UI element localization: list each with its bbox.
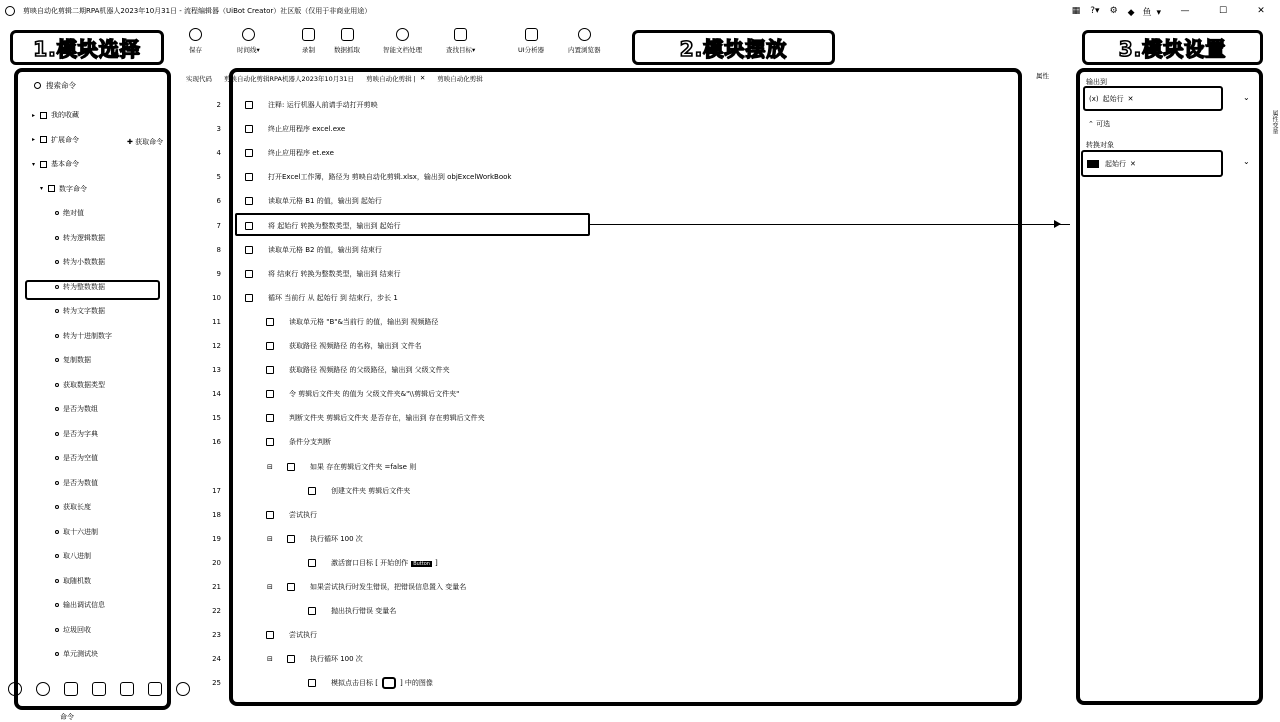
command-icon bbox=[287, 583, 295, 591]
user-menu[interactable]: ◆ 鱼 ▾ bbox=[1128, 5, 1161, 18]
tab-main-flow[interactable]: 剪映自动化剪辑RPA机器人2023年10月31日 bbox=[224, 74, 355, 83]
code-line[interactable] bbox=[200, 460, 1020, 474]
command-icon bbox=[245, 222, 253, 230]
search-input[interactable]: 搜索命令 bbox=[46, 81, 76, 90]
command-label: 转为整数数据 bbox=[63, 282, 105, 291]
command-icon bbox=[55, 236, 59, 240]
line-number: 12 bbox=[212, 342, 221, 350]
command-icon bbox=[266, 511, 274, 519]
back-icon[interactable] bbox=[8, 682, 22, 696]
clear-icon[interactable]: ✕ bbox=[1127, 94, 1134, 103]
title-bar bbox=[0, 0, 1280, 22]
code-text-main: 获取路径 视频路径 的父级路径，输出到 父级文件夹 bbox=[289, 366, 450, 375]
command-icon bbox=[55, 481, 59, 485]
code-text bbox=[310, 582, 466, 592]
command-icon bbox=[55, 383, 59, 387]
command-label: 复制数据 bbox=[63, 356, 91, 364]
command-tree-item[interactable] bbox=[55, 551, 91, 561]
code-line[interactable] bbox=[200, 435, 1020, 449]
line-number: 19 bbox=[212, 534, 221, 543]
help-icon[interactable]: ?▾ bbox=[1090, 6, 1100, 16]
code-text bbox=[268, 172, 511, 182]
command-icon bbox=[287, 535, 295, 543]
minimize-button[interactable]: — bbox=[1180, 6, 1190, 16]
code-text bbox=[289, 510, 317, 520]
bottom-toolbar bbox=[8, 682, 204, 696]
code-line[interactable] bbox=[200, 411, 1020, 425]
close-icon[interactable]: ✕ bbox=[419, 74, 426, 82]
command-tree-item[interactable] bbox=[55, 502, 91, 512]
command-icon bbox=[308, 487, 316, 495]
chevron-right-icon[interactable]: ▸ bbox=[32, 111, 36, 119]
command-label: 绝对值 bbox=[63, 209, 84, 217]
command-icon bbox=[55, 579, 59, 583]
command-icon bbox=[245, 173, 253, 181]
command-label: 是否为字典 bbox=[63, 429, 98, 438]
code-text bbox=[268, 245, 382, 255]
command-tree-item[interactable] bbox=[55, 208, 84, 218]
command-icon bbox=[55, 334, 59, 338]
line-number: 13 bbox=[212, 366, 221, 375]
ai-doc-icon bbox=[396, 28, 409, 41]
code-text bbox=[310, 654, 363, 664]
command-icon bbox=[308, 679, 316, 687]
ui-analyzer-icon bbox=[525, 28, 538, 41]
command-icon bbox=[55, 628, 59, 632]
record-icon bbox=[302, 28, 315, 41]
command-icon bbox=[55, 530, 59, 534]
line-number: 6 bbox=[216, 197, 221, 206]
code-text-main: 激活窗口目标 [ 开始创作 bbox=[331, 558, 409, 567]
expression-tag-icon bbox=[1087, 160, 1099, 168]
window-title: 剪映自动化剪辑二期RPA机器人2023年10月31日 - 流程编辑器（UiBot Creator）社区版（仅用于非商业用途） bbox=[23, 7, 372, 15]
find-target-button[interactable]: 查找目标▾ bbox=[446, 28, 475, 54]
line-number: 23 bbox=[212, 631, 221, 640]
command-icon bbox=[55, 358, 59, 362]
settings-icon[interactable]: ⚙ bbox=[1109, 6, 1118, 16]
tab-sub-flow[interactable]: 剪映自动化剪辑 | ✕ bbox=[366, 74, 426, 83]
chevron-right-icon[interactable]: ▸ bbox=[32, 136, 36, 143]
callout-module-select: 1.模块选择 bbox=[10, 30, 164, 65]
line-number: 14 bbox=[212, 390, 221, 399]
folder-icon bbox=[48, 185, 55, 192]
side-tab-variables[interactable]: 变量 bbox=[1271, 122, 1278, 134]
code-text-main: 判断文件夹 剪辑后文件夹 是否存在，输出到 存在剪辑后文件夹 bbox=[289, 414, 485, 423]
convert-field[interactable]: 起始行 ✕ bbox=[1081, 150, 1223, 177]
command-label: 是否为数值 bbox=[63, 478, 98, 487]
command-tree-item[interactable] bbox=[55, 404, 98, 414]
command-label: 取八进制 bbox=[63, 552, 91, 560]
command-label: 是否为数组 bbox=[63, 405, 98, 413]
code-line[interactable] bbox=[200, 219, 1020, 233]
command-label: 获取数据类型 bbox=[63, 380, 105, 389]
command-icon bbox=[245, 246, 253, 254]
line-number: 8 bbox=[216, 245, 221, 254]
command-label: 是否为空值 bbox=[63, 454, 98, 462]
code-text-main: 尝试执行 bbox=[289, 631, 317, 640]
code-text-main: 将 起始行 转换为整数类型，输出到 起始行 bbox=[268, 221, 401, 230]
line-number: 5 bbox=[216, 173, 221, 182]
command-icon bbox=[55, 456, 59, 460]
code-text bbox=[268, 100, 378, 110]
record-button[interactable]: 录制 bbox=[302, 28, 315, 54]
code-line[interactable] bbox=[200, 98, 1020, 112]
code-text-main: 将 结束行 转换为整数类型，输出到 结束行 bbox=[268, 269, 401, 278]
command-icon bbox=[55, 285, 59, 289]
code-line[interactable] bbox=[200, 291, 1020, 305]
code-text bbox=[289, 413, 485, 423]
browser-icon bbox=[578, 28, 591, 41]
line-number: 21 bbox=[212, 583, 221, 591]
side-tab-properties-vertical[interactable]: 属性 bbox=[1271, 110, 1278, 122]
command-tree-item[interactable] bbox=[55, 600, 105, 610]
folder-icon bbox=[40, 112, 47, 119]
code-line[interactable] bbox=[200, 580, 1020, 594]
code-text-main: 执行循环 100 次 bbox=[310, 655, 363, 664]
code-line[interactable] bbox=[200, 339, 1020, 353]
command-label: 扩展命令 bbox=[51, 135, 79, 144]
output-label: 输出到 bbox=[1086, 78, 1107, 86]
code-line[interactable] bbox=[200, 532, 1020, 546]
line-number: 15 bbox=[212, 414, 221, 423]
command-icon bbox=[245, 294, 253, 302]
code-text-main: 读取单元格 B2 的值，输出到 结束行 bbox=[268, 245, 382, 254]
command-label: 基本命令 bbox=[51, 160, 79, 168]
command-icon bbox=[287, 463, 295, 471]
command-icon bbox=[266, 631, 274, 639]
command-label: 数字命令 bbox=[59, 184, 87, 193]
code-line[interactable] bbox=[200, 387, 1020, 401]
command-tree-item[interactable] bbox=[55, 331, 112, 341]
code-text-main: 循环 当前行 从 起始行 到 结束行，步长 1 bbox=[268, 293, 398, 302]
command-label: 我的收藏 bbox=[51, 111, 79, 119]
code-text bbox=[310, 534, 363, 544]
command-icon bbox=[266, 366, 274, 374]
command-tree-item[interactable] bbox=[55, 576, 91, 586]
code-line[interactable] bbox=[200, 484, 1020, 498]
code-text-main: 尝试执行 bbox=[289, 510, 317, 519]
command-search[interactable] bbox=[34, 80, 76, 91]
command-tree-item[interactable] bbox=[55, 233, 105, 243]
image-target-icon[interactable] bbox=[382, 677, 396, 689]
collapse-icon[interactable]: ⊟ bbox=[267, 462, 273, 471]
close-window-button[interactable]: ✕ bbox=[1257, 6, 1265, 16]
command-tree-item[interactable] bbox=[55, 625, 91, 635]
command-label: 取十六进制 bbox=[63, 527, 98, 536]
play-icon[interactable] bbox=[36, 682, 50, 696]
layout-icon[interactable]: ▦ bbox=[1071, 6, 1081, 16]
code-text-tail: ] bbox=[434, 558, 438, 567]
code-text bbox=[331, 486, 410, 496]
convert-label: 转换对象 bbox=[1086, 141, 1114, 149]
command-tree-item[interactable] bbox=[55, 257, 105, 267]
command-icon bbox=[266, 438, 274, 446]
collapse-icon[interactable]: ⊟ bbox=[267, 583, 273, 591]
code-text bbox=[268, 148, 334, 158]
run-line-icon[interactable] bbox=[1054, 220, 1061, 228]
command-icon bbox=[55, 554, 59, 558]
code-text-main: 注释: 运行机器人前请手动打开剪映 bbox=[268, 101, 378, 109]
ai-doc-button[interactable]: 智能文档处理 bbox=[383, 28, 422, 54]
record-circle-icon[interactable] bbox=[176, 682, 190, 696]
code-text bbox=[268, 196, 382, 206]
line-number: 22 bbox=[212, 607, 221, 616]
collapse-icon[interactable]: ⊟ bbox=[267, 655, 273, 664]
command-tree-item[interactable] bbox=[55, 478, 98, 488]
command-icon bbox=[266, 318, 274, 326]
code-text-main: 如果尝试执行时发生错误，把错误信息置入 变量名 bbox=[310, 583, 467, 591]
code-text bbox=[268, 269, 401, 279]
find-target-icon bbox=[454, 28, 467, 41]
line-number: 18 bbox=[212, 510, 221, 519]
code-line[interactable] bbox=[200, 122, 1020, 136]
command-icon bbox=[55, 603, 59, 607]
command-icon bbox=[287, 655, 295, 663]
screen-icon[interactable] bbox=[148, 682, 162, 696]
user-name: 鱼 bbox=[1142, 7, 1152, 18]
line-number: 4 bbox=[216, 149, 221, 158]
command-label: 转为文字数据 bbox=[63, 307, 105, 315]
code-text bbox=[289, 317, 438, 327]
code-line[interactable] bbox=[200, 363, 1020, 377]
save-button[interactable]: 保存 bbox=[189, 28, 202, 54]
code-text bbox=[289, 365, 450, 375]
command-icon bbox=[245, 270, 253, 278]
command-icon bbox=[55, 432, 59, 436]
code-text-main: 如果 存在剪辑后文件夹 =false 则 bbox=[310, 462, 417, 471]
browser-button[interactable]: 内置浏览器 bbox=[568, 28, 601, 54]
code-text-main: 打开Excel工作簿，路径为 剪映自动化剪辑.xlsx，输出到 objExcelWorkBook bbox=[268, 173, 512, 182]
command-tree-item[interactable] bbox=[32, 159, 79, 169]
code-line[interactable] bbox=[200, 676, 1020, 690]
line-number: 7 bbox=[216, 221, 221, 230]
command-tree-item[interactable] bbox=[32, 135, 79, 145]
code-text-main: 读取单元格 "B"&当前行 的值，输出到 视频路径 bbox=[289, 317, 439, 326]
capture-icon[interactable] bbox=[92, 682, 106, 696]
command-tree-item[interactable] bbox=[55, 306, 105, 316]
line-number: 3 bbox=[216, 125, 221, 134]
code-text bbox=[268, 124, 345, 134]
code-text bbox=[289, 630, 317, 640]
command-icon bbox=[308, 559, 316, 567]
line-number: 2 bbox=[216, 101, 221, 109]
command-icon bbox=[55, 407, 59, 411]
command-tree-item[interactable] bbox=[55, 429, 98, 439]
command-label: 输出调试信息 bbox=[63, 601, 105, 609]
chevron-down-icon[interactable]: ▾ bbox=[40, 185, 44, 192]
data-capture-icon bbox=[341, 28, 354, 41]
command-label: 单元测试块 bbox=[63, 650, 98, 658]
code-line[interactable] bbox=[200, 243, 1020, 257]
command-icon bbox=[245, 101, 253, 109]
code-text bbox=[289, 389, 459, 399]
command-icon bbox=[55, 505, 59, 509]
line-number: 11 bbox=[212, 317, 221, 326]
code-line[interactable] bbox=[200, 170, 1020, 184]
code-line[interactable] bbox=[200, 267, 1020, 281]
code-line[interactable] bbox=[200, 628, 1020, 642]
code-text bbox=[289, 437, 331, 447]
code-text bbox=[268, 221, 401, 231]
bottom-tab-label[interactable]: 命令 bbox=[60, 713, 74, 721]
code-text-main: 令 剪辑后文件夹 的值为 父级文件夹&"\\剪辑后文件夹" bbox=[289, 390, 460, 399]
optional-section-toggle[interactable]: ⌃ 可选 bbox=[1088, 120, 1111, 128]
command-tree-item[interactable] bbox=[55, 527, 98, 537]
get-command-button[interactable]: ✚ 获取命令 bbox=[127, 138, 164, 146]
clear-icon[interactable]: ✕ bbox=[1130, 159, 1136, 168]
line-number: 20 bbox=[212, 558, 221, 567]
chevron-down-icon[interactable]: ⌄ bbox=[1243, 157, 1250, 166]
code-text bbox=[310, 462, 416, 472]
command-label: 转为逻辑数据 bbox=[63, 233, 105, 242]
command-label: 获取长度 bbox=[63, 503, 91, 511]
code-text-main: 终止应用程序 excel.exe bbox=[268, 125, 346, 134]
command-icon bbox=[266, 390, 274, 398]
command-tree-item[interactable] bbox=[40, 184, 87, 194]
code-text-tail: ] 中的图像 bbox=[399, 679, 433, 688]
command-icon bbox=[245, 149, 253, 157]
chevron-down-icon[interactable]: ▾ bbox=[32, 160, 36, 168]
code-text-main: 模拟点击目标 [ bbox=[331, 679, 378, 688]
chevron-down-icon[interactable]: ⌄ bbox=[1243, 93, 1250, 102]
command-tree-item[interactable] bbox=[32, 110, 79, 120]
code-text bbox=[268, 293, 398, 303]
tab-sub-flow-2[interactable]: 剪映自动化剪辑 bbox=[437, 74, 483, 83]
command-icon bbox=[55, 652, 59, 656]
command-label: 转为十进制数字 bbox=[63, 331, 112, 340]
tab-code[interactable]: 实现代码 bbox=[186, 74, 212, 83]
command-label: 转为小数数据 bbox=[63, 258, 105, 266]
output-field[interactable]: (x) 起始行 ✕ bbox=[1083, 86, 1223, 111]
code-line[interactable] bbox=[200, 194, 1020, 208]
command-icon bbox=[266, 414, 274, 422]
code-text bbox=[331, 677, 433, 689]
code-text bbox=[331, 558, 438, 568]
code-text bbox=[289, 341, 422, 351]
ui-analyzer-button[interactable]: UI分析器 bbox=[518, 28, 544, 54]
line-number: 9 bbox=[216, 269, 221, 278]
command-tree-item[interactable] bbox=[55, 380, 105, 390]
code-line[interactable] bbox=[200, 604, 1020, 618]
command-tree-item[interactable] bbox=[55, 355, 91, 365]
clock-icon bbox=[242, 28, 255, 41]
code-line[interactable] bbox=[200, 652, 1020, 666]
command-tree-item[interactable] bbox=[55, 282, 105, 292]
side-tab-properties[interactable]: 属性 bbox=[1036, 72, 1049, 80]
folder-icon bbox=[40, 161, 47, 168]
timeline-button[interactable]: 时间线▾ bbox=[237, 28, 260, 54]
code-text-main: 终止应用程序 et.exe bbox=[268, 149, 334, 158]
code-line[interactable] bbox=[200, 556, 1020, 570]
code-text-main: 获取路径 视频路径 的名称，输出到 文件名 bbox=[289, 342, 422, 350]
title-bar-controls bbox=[1067, 0, 1280, 22]
code-line[interactable] bbox=[200, 315, 1020, 329]
callout-module-settings: 3.模块设置 bbox=[1082, 30, 1263, 65]
app-logo-icon bbox=[5, 6, 15, 16]
command-label: 取随机数 bbox=[63, 576, 91, 585]
code-line[interactable] bbox=[200, 146, 1020, 160]
command-tree-item[interactable] bbox=[55, 649, 98, 659]
command-icon bbox=[266, 342, 274, 350]
maximize-button[interactable]: ☐ bbox=[1218, 6, 1228, 16]
edit-icon[interactable] bbox=[64, 682, 78, 696]
line-number: 10 bbox=[212, 293, 221, 302]
variable-tag-icon: (x) bbox=[1089, 94, 1099, 103]
command-icon bbox=[55, 260, 59, 264]
callout-module-place: 2.模块摆放 bbox=[632, 30, 835, 65]
code-text-main: 条件分支判断 bbox=[289, 438, 331, 447]
editor-tabs bbox=[186, 70, 1026, 86]
command-icon bbox=[245, 125, 253, 133]
code-text-main: 读取单元格 B1 的值，输出到 起始行 bbox=[268, 197, 382, 206]
folder-icon bbox=[40, 136, 47, 143]
command-icon bbox=[55, 309, 59, 313]
command-tree-item[interactable] bbox=[55, 453, 98, 463]
collapse-icon[interactable]: ⊟ bbox=[267, 534, 273, 543]
code-line[interactable] bbox=[200, 508, 1020, 522]
code-text-main: 执行循环 100 次 bbox=[310, 534, 363, 543]
code-text-main: 抛出执行错误 变量名 bbox=[331, 607, 397, 616]
line-number: 17 bbox=[212, 486, 221, 495]
line-number: 16 bbox=[212, 438, 221, 447]
code-text bbox=[331, 606, 396, 616]
line-number: 24 bbox=[212, 655, 221, 664]
command-icon bbox=[245, 197, 253, 205]
video-icon[interactable] bbox=[120, 682, 134, 696]
code-text-main: 创建文件夹 剪辑后文件夹 bbox=[331, 486, 411, 495]
command-icon bbox=[308, 607, 316, 615]
command-icon bbox=[55, 211, 59, 215]
line-number: 25 bbox=[212, 679, 221, 688]
element-badge: Button bbox=[413, 560, 430, 567]
save-icon bbox=[189, 28, 202, 41]
search-icon bbox=[34, 82, 41, 89]
data-capture-button[interactable]: 数据抓取 bbox=[334, 28, 360, 54]
command-label: 垃圾回收 bbox=[63, 625, 91, 634]
